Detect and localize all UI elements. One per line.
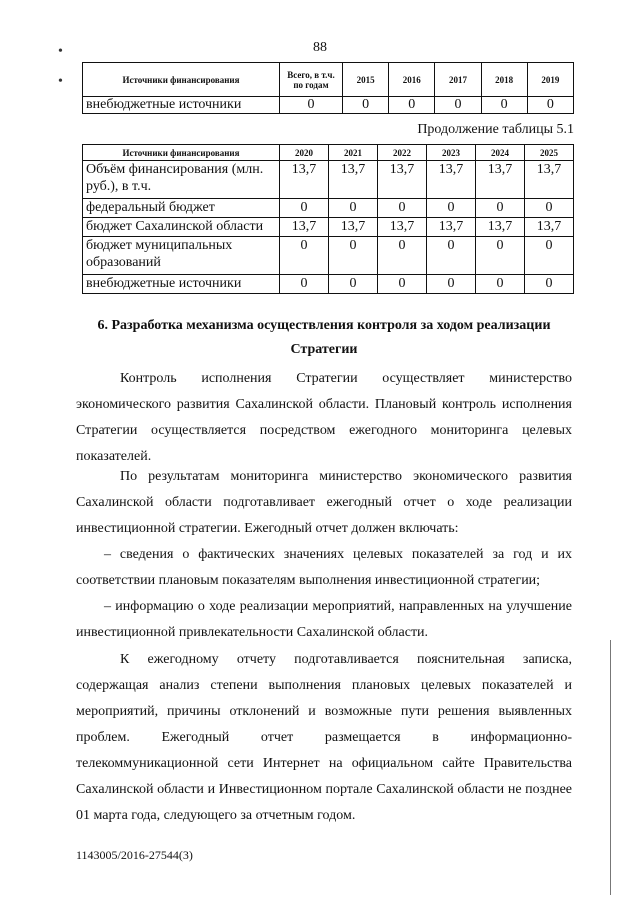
column-header: 2024 <box>476 145 525 161</box>
table-cell: 0 <box>476 237 525 275</box>
table-cell: 0 <box>476 275 525 294</box>
table-cell: 0 <box>280 97 343 114</box>
table-cell: 13,7 <box>329 161 378 199</box>
table-cell: 0 <box>378 275 427 294</box>
table-cell: 0 <box>476 199 525 218</box>
table-cell: 0 <box>329 199 378 218</box>
section-title-continued: Стратегии <box>290 342 358 357</box>
table-cell: 0 <box>427 275 476 294</box>
column-header: 2018 <box>481 63 527 97</box>
table-cell: 13,7 <box>280 218 329 237</box>
table-cell: 0 <box>527 97 573 114</box>
table-cell: 13,7 <box>378 218 427 237</box>
column-header: 2015 <box>343 63 389 97</box>
table-row <box>83 275 574 294</box>
row-label: бюджет муниципальных образований <box>83 237 280 275</box>
column-header: Источники финансирования <box>83 63 280 97</box>
table-cell: 0 <box>525 199 574 218</box>
column-header: 2019 <box>527 63 573 97</box>
column-header: Всего, в т.ч. по годам <box>280 63 343 97</box>
column-header: Источники финансирования <box>83 145 280 161</box>
table-cell: 13,7 <box>329 218 378 237</box>
funding-table-main <box>82 144 574 294</box>
table-cell: 13,7 <box>476 218 525 237</box>
column-header: 2017 <box>435 63 481 97</box>
margin-dot: • <box>58 74 63 89</box>
table-cell: 13,7 <box>378 161 427 199</box>
table-cell: 0 <box>525 237 574 275</box>
table-row <box>83 161 574 199</box>
row-label: федеральный бюджет <box>83 199 280 218</box>
table-cell: 0 <box>280 199 329 218</box>
row-label: Объём финансирования (млн. руб.), в т.ч. <box>83 161 280 199</box>
row-label: внебюджетные источники <box>83 275 280 294</box>
table-cell: 0 <box>378 237 427 275</box>
paragraph: К ежегодному отчету подготавливается пояснительная записка, содержащая анализ степени выполнения плановых целевых показателей и мероприятий, причины отклонений и возможные пути решения выявленных проблем. Ежегодный отчет размещается в информационно-телекоммуникационной сети Интернет на официальном сайте Правительства Сахалинской области и Инвестиционном портале Сахалинской области не позднее 01 марта года, следующего за отчетным годом. <box>76 652 572 823</box>
paragraph: Контроль исполнения Стратегии осуществляет министерство экономического развития Сахалинской области. Плановый контроль исполнения Стратегии осуществляется посредством ежегодного мониторинга целевых показателей. <box>76 371 572 464</box>
table-cell: 0 <box>329 237 378 275</box>
column-header: 2016 <box>389 63 435 97</box>
column-header: 2025 <box>525 145 574 161</box>
table-caption: Продолжение таблицы 5.1 <box>417 122 574 137</box>
table-cell: 0 <box>280 275 329 294</box>
scan-margin-line <box>610 640 611 895</box>
list-item: – информацию о ходе реализации мероприятий, направленных на улучшение инвестиционной привлекательности Сахалинской области. <box>76 599 572 640</box>
table-row <box>83 218 574 237</box>
page-number: 88 <box>313 40 327 55</box>
table-cell: 13,7 <box>525 161 574 199</box>
table-cell: 13,7 <box>476 161 525 199</box>
table-cell: 13,7 <box>525 218 574 237</box>
section-title: 6. Разработка механизма осуществления контроля за ходом реализации <box>97 318 551 333</box>
table-row <box>83 97 574 114</box>
table-cell: 13,7 <box>427 218 476 237</box>
table-cell: 0 <box>343 97 389 114</box>
table-cell: 0 <box>427 199 476 218</box>
table-cell: 13,7 <box>427 161 476 199</box>
table-row <box>83 237 574 275</box>
table-cell: 0 <box>329 275 378 294</box>
column-header: 2022 <box>378 145 427 161</box>
paragraph: По результатам мониторинга министерство экономического развития Сахалинской области подготавливает ежегодный отчет о ходе реализации инвестиционной стратегии. Ежегодный отчет должен включать: <box>76 469 572 536</box>
table-cell: 0 <box>481 97 527 114</box>
margin-dot: • <box>58 44 63 59</box>
document-code: 1143005/2016-27544(3) <box>76 848 193 862</box>
table-cell: 0 <box>525 275 574 294</box>
table-cell: 0 <box>280 237 329 275</box>
table-cell: 0 <box>427 237 476 275</box>
table-cell: 13,7 <box>280 161 329 199</box>
table-cell: 0 <box>389 97 435 114</box>
row-label: внебюджетные источники <box>83 97 280 114</box>
table-cell: 0 <box>435 97 481 114</box>
table-row <box>83 199 574 218</box>
column-header: 2021 <box>329 145 378 161</box>
column-header: 2020 <box>280 145 329 161</box>
column-header: 2023 <box>427 145 476 161</box>
funding-table-top <box>82 62 574 114</box>
row-label: бюджет Сахалинской области <box>83 218 280 237</box>
list-item: – сведения о фактических значениях целевых показателей за год и их соответствии плановым показателям выполнения инвестиционной стратегии; <box>76 547 572 588</box>
table-cell: 0 <box>378 199 427 218</box>
